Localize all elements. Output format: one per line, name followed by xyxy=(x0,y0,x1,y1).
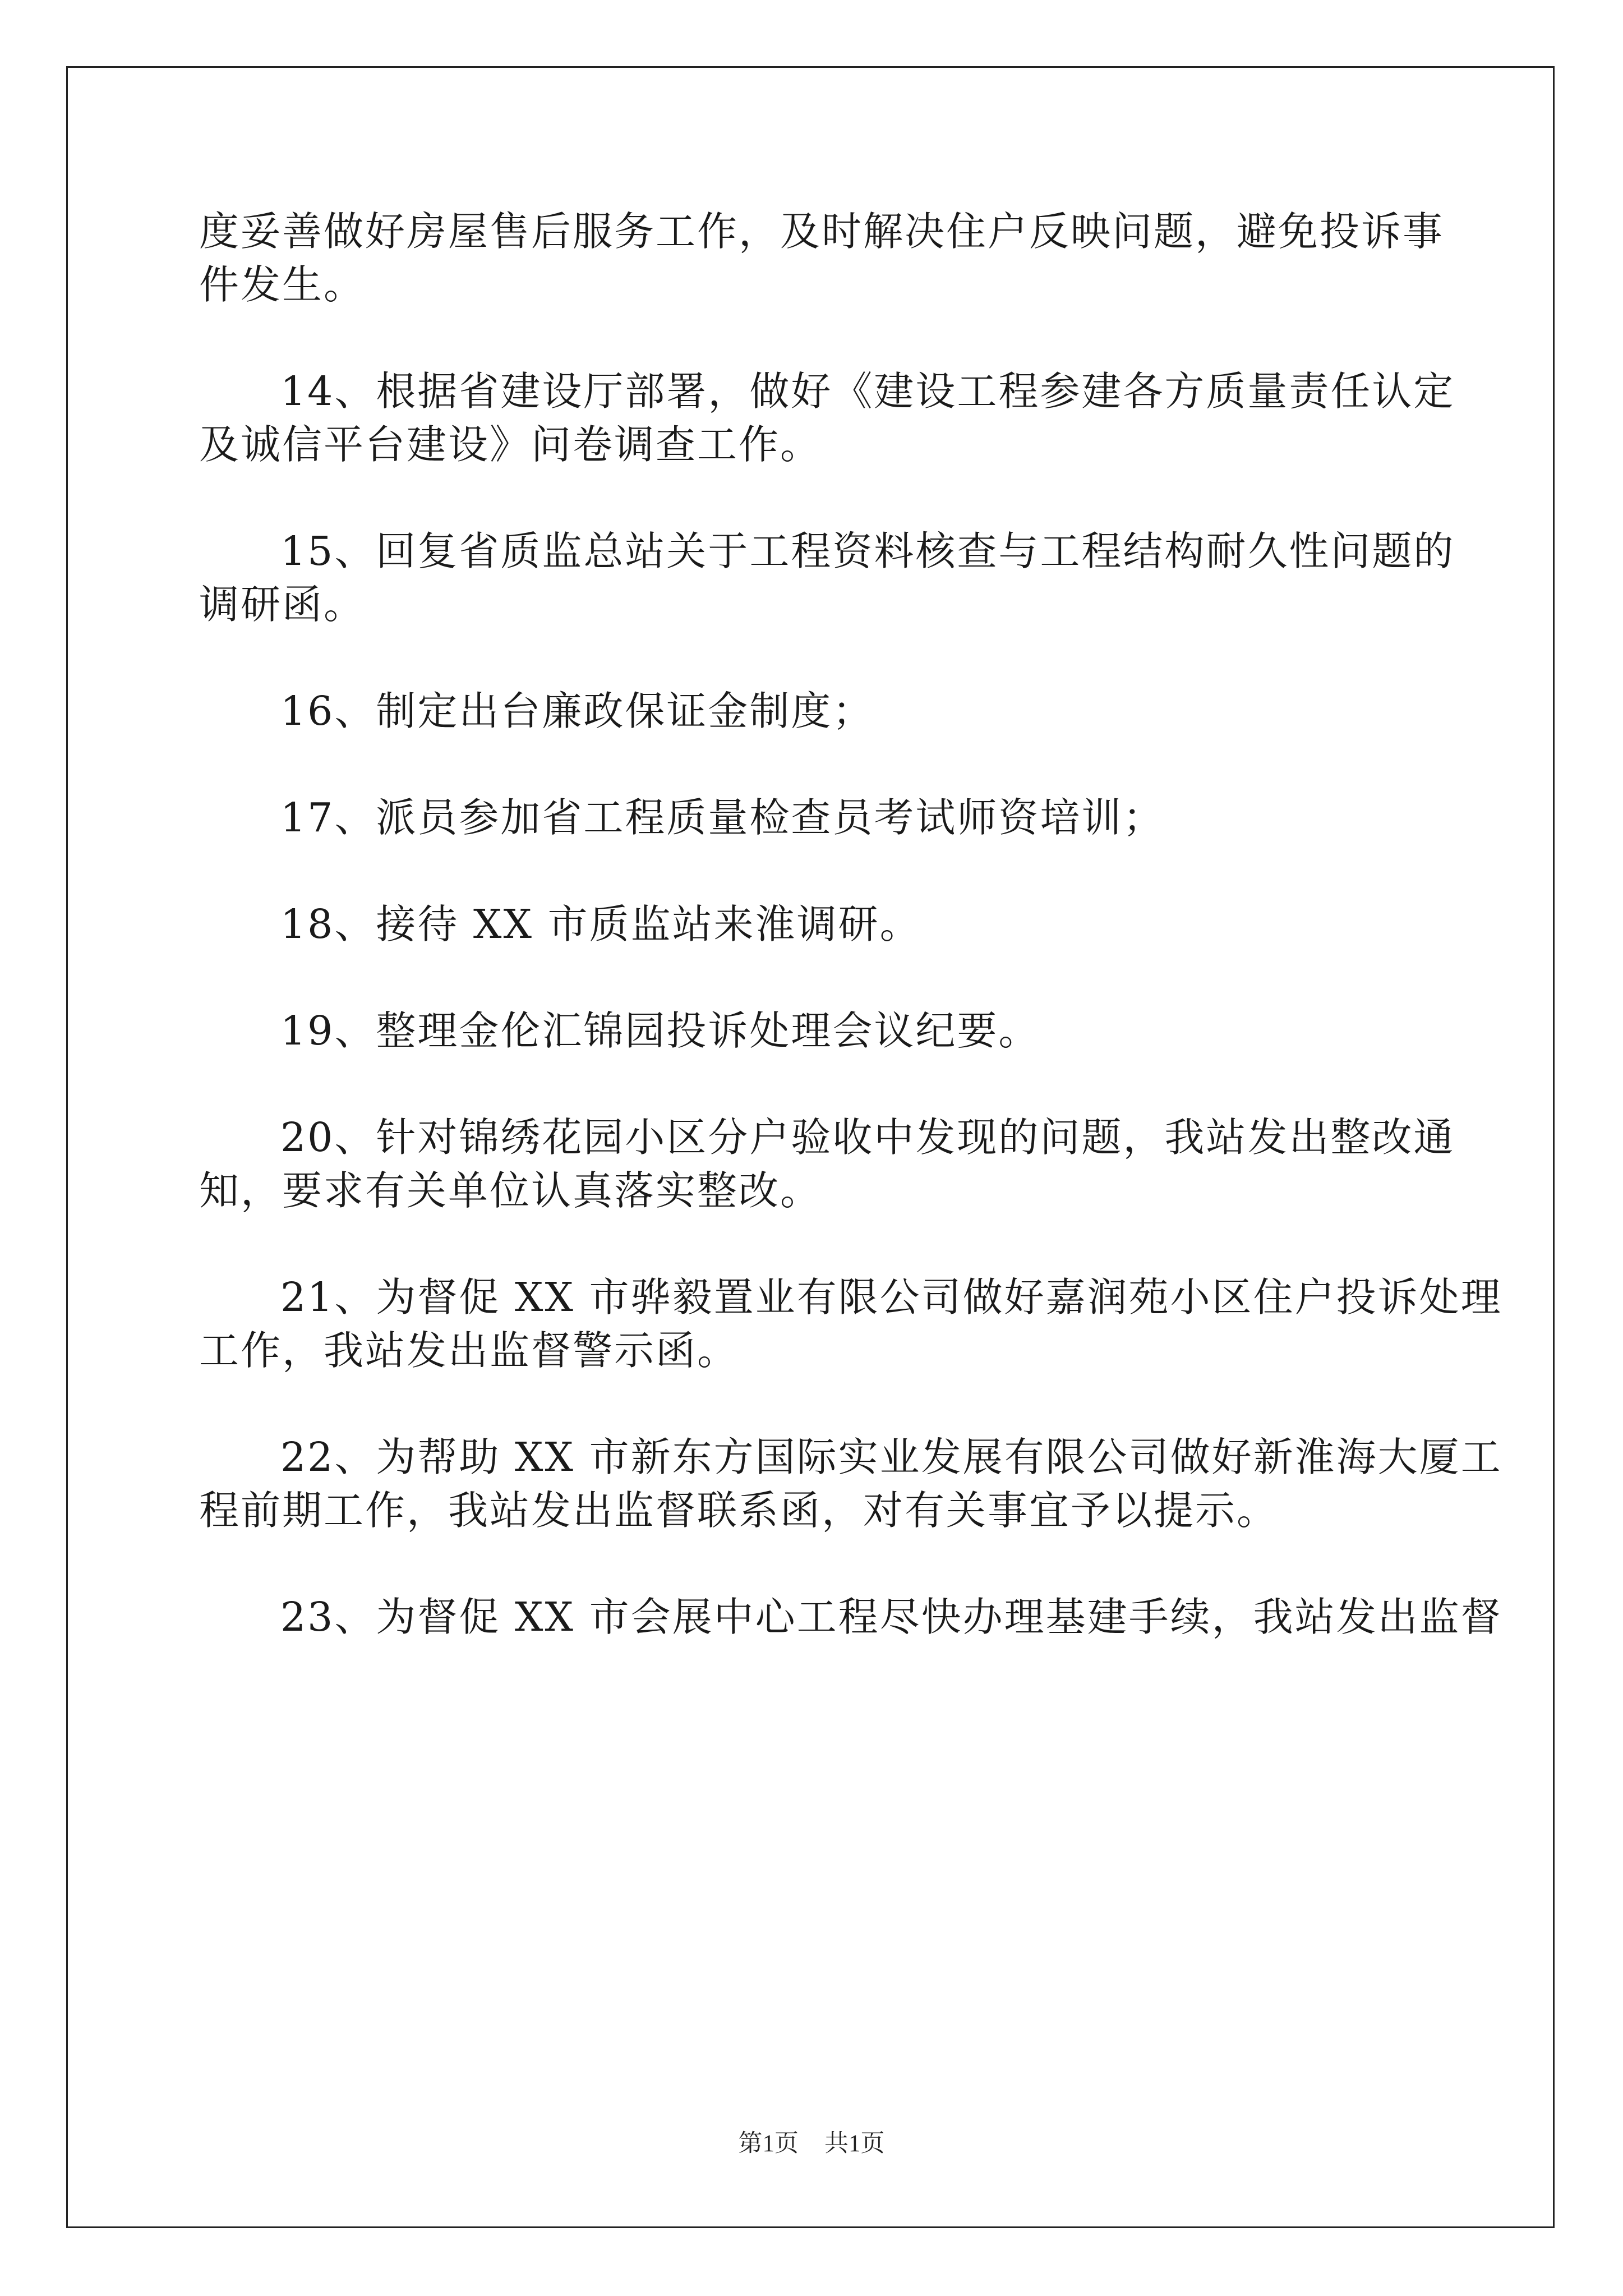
paragraph xyxy=(199,1590,1502,1644)
text-line: 16、制定出台廉政保证金制度； xyxy=(280,688,874,734)
text-line: 15、回复省质监总站关于工程资料核查与工程结构耐久性问题的 xyxy=(280,528,1455,574)
paragraph xyxy=(199,205,1445,311)
text-line: 调研函。 xyxy=(199,581,366,628)
text-line: 及诚信平台建设》问卷调查工作。 xyxy=(199,421,822,468)
text-line: 18、接待 XX 市质监站来淮调研。 xyxy=(280,901,921,947)
paragraph xyxy=(199,524,1455,631)
text-line: 22、为帮助 XX 市新东方国际实业发展有限公司做好新淮海大厦工 xyxy=(280,1434,1502,1480)
paragraph xyxy=(199,1111,1455,1217)
text-line: 度妥善做好房屋售后服务工作，及时解决住户反映问题，避免投诉事 xyxy=(199,208,1445,255)
page-footer xyxy=(0,2130,1623,2158)
paragraph xyxy=(199,898,1427,951)
text-line: 17、派员参加省工程质量检查员考试师资培训； xyxy=(280,794,1165,841)
text-line: 19、整理金伦汇锦园投诉处理会议纪要。 xyxy=(280,1007,1040,1054)
text-line: 工作，我站发出监督警示函。 xyxy=(199,1327,739,1374)
page-total: 共1页 xyxy=(824,2131,885,2157)
paragraph xyxy=(199,1430,1502,1537)
paragraph xyxy=(199,1271,1502,1377)
paragraph xyxy=(199,1004,1427,1057)
text-line: 14、根据省建设厅部署，做好《建设工程参建各方质量责任认定 xyxy=(280,368,1455,415)
paragraph xyxy=(199,365,1455,471)
document-body xyxy=(199,205,1502,1644)
text-line: 23、为督促 XX 市会展中心工程尽快办理基建手续，我站发出监督 xyxy=(280,1594,1502,1640)
text-line: 20、针对锦绣花园小区分户验收中发现的问题，我站发出整改通 xyxy=(280,1114,1455,1161)
text-line: 知，要求有关单位认真落实整改。 xyxy=(199,1167,822,1214)
page-number: 第1页 xyxy=(738,2131,799,2157)
paragraph xyxy=(199,791,1427,844)
text-line: 件发生。 xyxy=(199,261,366,308)
paragraph xyxy=(199,684,1427,738)
text-line: 程前期工作，我站发出监督联系函，对有关事宜予以提示。 xyxy=(199,1487,1279,1534)
text-line: 21、为督促 XX 市骅毅置业有限公司做好嘉润苑小区住户投诉处理 xyxy=(280,1274,1502,1320)
